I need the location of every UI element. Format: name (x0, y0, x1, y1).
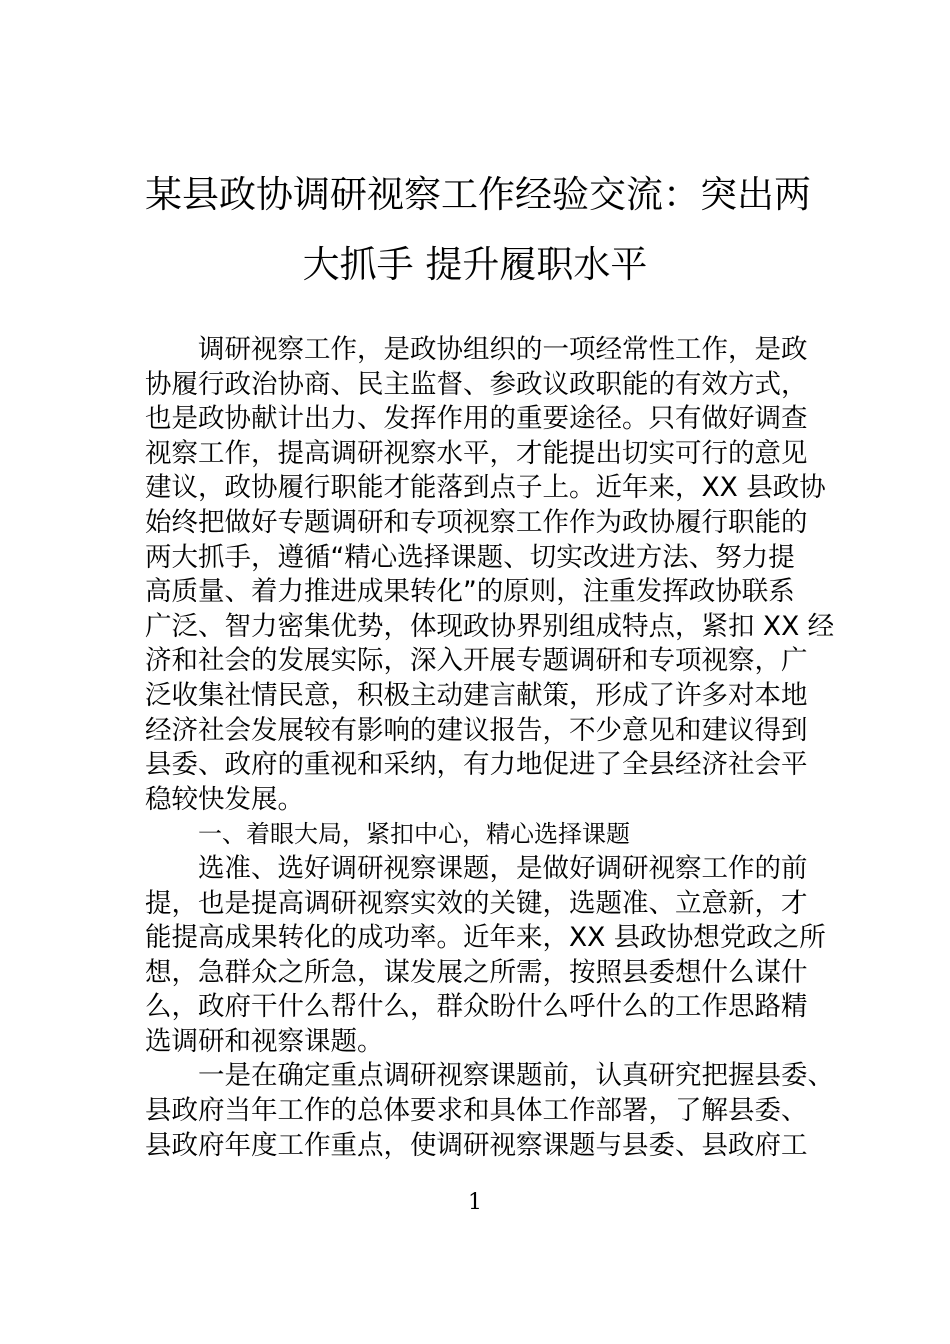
paragraph-1-line: 泛收集社情民意，积极主动建言献策，形成了许多对本地 (145, 679, 808, 711)
title-line-1: 某县政协调研视察工作经验交流：突出两 (145, 173, 811, 216)
paragraph-1-line: 协履行政治协商、民主监督、参政议政职能的有效方式， (145, 368, 808, 400)
paragraph-3-line: 一是在确定重点调研视察课题前，认真研究把握县委、 (198, 1060, 834, 1092)
paragraph-2-line: 提，也是提高调研视察实效的关键，选题准、立意新，才 (145, 887, 808, 919)
paragraph-1-line: 视察工作，提高调研视察水平，才能提出切实可行的意见 (145, 437, 808, 469)
paragraph-1-line: 两大抓手，遵循“精心选择课题、切实改进方法、努力提 (145, 541, 795, 573)
paragraph-2-line: 么，政府干什么帮什么，群众盼什么呼什么的工作思路精 (145, 991, 808, 1023)
paragraph-1-line: 稳较快发展。 (145, 783, 304, 815)
paragraph-3-line: 县政府年度工作重点，使调研视察课题与县委、县政府工 (145, 1129, 808, 1161)
paragraph-1-line: 调研视察工作，是政协组织的一项经常性工作，是政 (198, 334, 808, 365)
section-heading: 一、着眼大局，紧扣中心，精心选择课题 (198, 820, 630, 849)
paragraph-1-line: 广泛、智力密集优势，体现政协界别组成特点，紧扣 XX 经 (145, 610, 835, 642)
document-title (145, 160, 811, 300)
paragraph-2-line: 想，急群众之所急，谋发展之所需，按照县委想什么谋什 (145, 956, 808, 988)
paragraph-1-line: 高质量、着力推进成果转化”的原则，注重发挥政协联系 (145, 576, 795, 608)
paragraph-1-line: 始终把做好专题调研和专项视察工作作为政协履行职能的 (145, 506, 808, 538)
paragraph-3-line: 县政府当年工作的总体要求和具体工作部署，了解县委、 (145, 1095, 808, 1127)
paragraph-1-line: 济和社会的发展实际，深入开展专题调研和专项视察，广 (145, 645, 808, 677)
paragraph-2-line: 选调研和视察课题。 (145, 1025, 384, 1057)
paragraph-1-line: 建议，政协履行职能才能落到点子上。近年来，XX 县政协 (145, 472, 826, 504)
paragraph-2-line: 能提高成果转化的成功率。近年来，XX 县政协想党政之所 (145, 922, 826, 954)
paragraph-1-line: 经济社会发展较有影响的建议报告，不少意见和建议得到 (145, 714, 808, 746)
title-line-2: 大抓手 提升履职水平 (302, 243, 648, 286)
paragraph-2-line: 选准、选好调研视察课题，是做好调研视察工作的前 (198, 852, 808, 884)
paragraph-1-line: 县委、政府的重视和采纳，有力地促进了全县经济社会平 (145, 749, 808, 781)
document-body (145, 333, 835, 1163)
paragraph-1-line: 也是政协献计出力、发挥作用的重要途径。只有做好调查 (145, 403, 808, 435)
page-number: 1 (468, 1190, 482, 1215)
